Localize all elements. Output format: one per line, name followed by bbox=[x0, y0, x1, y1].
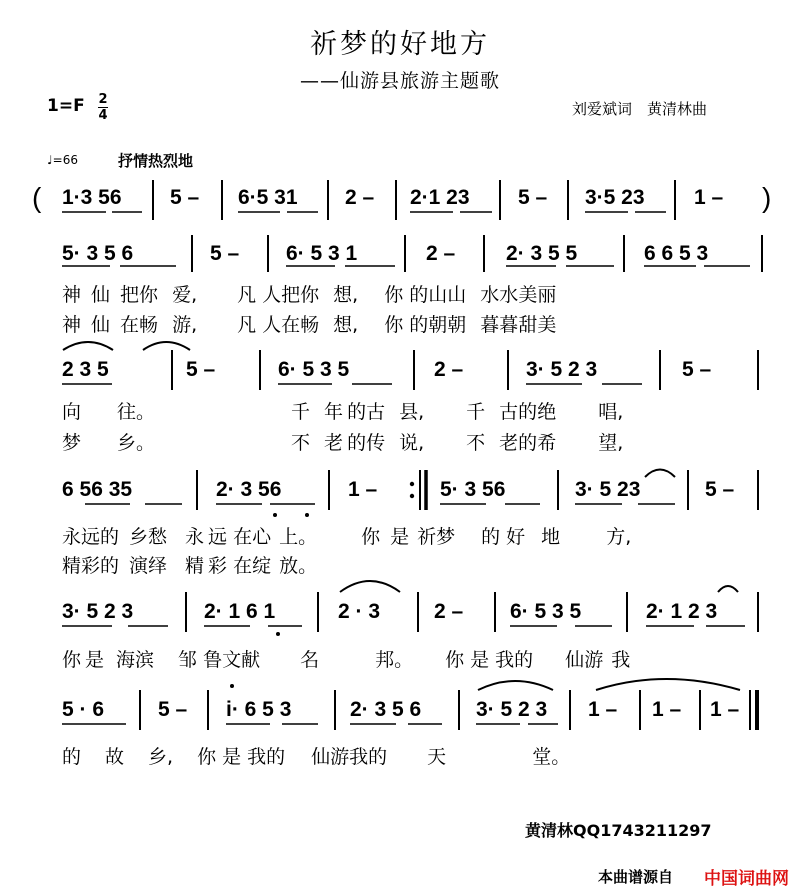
row3-measure: 5 – bbox=[705, 478, 735, 501]
intro-paren-close: ) bbox=[762, 182, 772, 213]
row5-measure: i· 6 5 3 bbox=[226, 698, 292, 721]
row2-measure: 3· 5 2 3 bbox=[526, 358, 598, 381]
row4-measure: 6· 5 3 5 bbox=[510, 600, 582, 623]
row2-measure: 2 3 5 bbox=[62, 358, 109, 381]
author-contact: 黄清林QQ1743211297 bbox=[525, 821, 712, 840]
row1-measure: 2· 3 5 5 bbox=[506, 242, 578, 265]
row5-lyrics: 的 故 乡, 你 是 我的 仙游我的 天 堂。 bbox=[62, 746, 571, 768]
row2-measure: 5 – bbox=[682, 358, 712, 381]
row4-lyrics: 你 是 海滨 邹 鲁文献 名 邦。 你 是 我的 仙游 我 bbox=[62, 649, 631, 671]
expression-mark: 抒情热烈地 bbox=[118, 152, 194, 170]
row1-measure: 2 – bbox=[426, 242, 456, 265]
song-subtitle: ——仙游县旅游主题歌 bbox=[299, 70, 500, 92]
intro-paren-open: ( bbox=[32, 182, 42, 213]
source-label: 本曲谱源自 bbox=[598, 868, 674, 886]
row5-measure: 1 – bbox=[652, 698, 682, 721]
row1-verse2: 神 仙 在畅 游, 凡 人在畅 想, 你 的朝朝 暮暮甜美 bbox=[62, 314, 557, 336]
row3-measure: 1 – bbox=[348, 478, 378, 501]
intro-measure: 1·3 56 bbox=[62, 186, 122, 209]
row1-measure: 5 – bbox=[210, 242, 240, 265]
row4-measure: 2· 1 2 3 bbox=[646, 600, 718, 623]
song-title: 祈梦的好地方 bbox=[310, 29, 490, 60]
row2-measure: 5 – bbox=[186, 358, 216, 381]
row3-measure: 6 56 35 bbox=[62, 478, 133, 501]
row4-measure: 3· 5 2 3 bbox=[62, 600, 134, 623]
intro-measure: 3·5 23 bbox=[585, 186, 645, 209]
intro-measure: 5 – bbox=[518, 186, 548, 209]
row1-verse1: 神 仙 把你 爱, 凡 人把你 想, 你 的山山 水水美丽 bbox=[62, 284, 557, 306]
row4-measure: 2 · 3 bbox=[338, 600, 381, 623]
credits: 刘爱斌词 黄清林曲 bbox=[572, 100, 708, 118]
row3-measure: 5· 3 56 bbox=[440, 478, 506, 501]
intro-measure: 6·5 31 bbox=[238, 186, 298, 209]
row5-measure: 3· 5 2 3 bbox=[476, 698, 548, 721]
key-signature: 1=F bbox=[47, 96, 85, 116]
source-site-link[interactable]: 中国词曲网 bbox=[704, 869, 789, 889]
row5-measure: 1 – bbox=[710, 698, 740, 721]
row5-measure: 5 · 6 bbox=[62, 698, 105, 721]
row2-verse1: 向 往。 千 年 的古 县, 千 古的绝 唱, bbox=[62, 401, 624, 423]
row5-measure: 1 – bbox=[588, 698, 618, 721]
row2-measure: 6· 5 3 5 bbox=[278, 358, 350, 381]
row3-verse1: 永远的 乡愁 永 远 在心 上。 你 是 祈梦 的 好 地 方, bbox=[62, 526, 632, 548]
tempo-mark: ♩=66 bbox=[47, 153, 78, 167]
row1-measure: 6· 5 3 1 bbox=[286, 242, 358, 265]
intro-measure: 2·1 23 bbox=[410, 186, 470, 209]
row4-measure: 2· 1 6 1 bbox=[204, 600, 276, 623]
intro-measure: 1 – bbox=[694, 186, 724, 209]
row3-verse2: 精彩的 演绎 精 彩 在绽 放。 bbox=[62, 555, 318, 577]
row4-measure: 2 – bbox=[434, 600, 464, 623]
row2-measure: 2 – bbox=[434, 358, 464, 381]
intro-measure: 2 – bbox=[345, 186, 375, 209]
row3-measure: 2· 3 56 bbox=[216, 478, 282, 501]
row2-verse2: 梦 乡。 不 老 的传 说, 不 老的希 望, bbox=[62, 432, 624, 454]
row5-measure: 2· 3 5 6 bbox=[350, 698, 422, 721]
row1-measure: 5· 3 5 6 bbox=[62, 242, 134, 265]
row3-measure: 3· 5 23 bbox=[575, 478, 641, 501]
row1-measure: 6 6 5 3 bbox=[644, 242, 709, 265]
time-top: 2 bbox=[98, 92, 108, 107]
row5-measure: 5 – bbox=[158, 698, 188, 721]
time-bottom: 4 bbox=[98, 108, 108, 123]
intro-measure: 5 – bbox=[170, 186, 200, 209]
